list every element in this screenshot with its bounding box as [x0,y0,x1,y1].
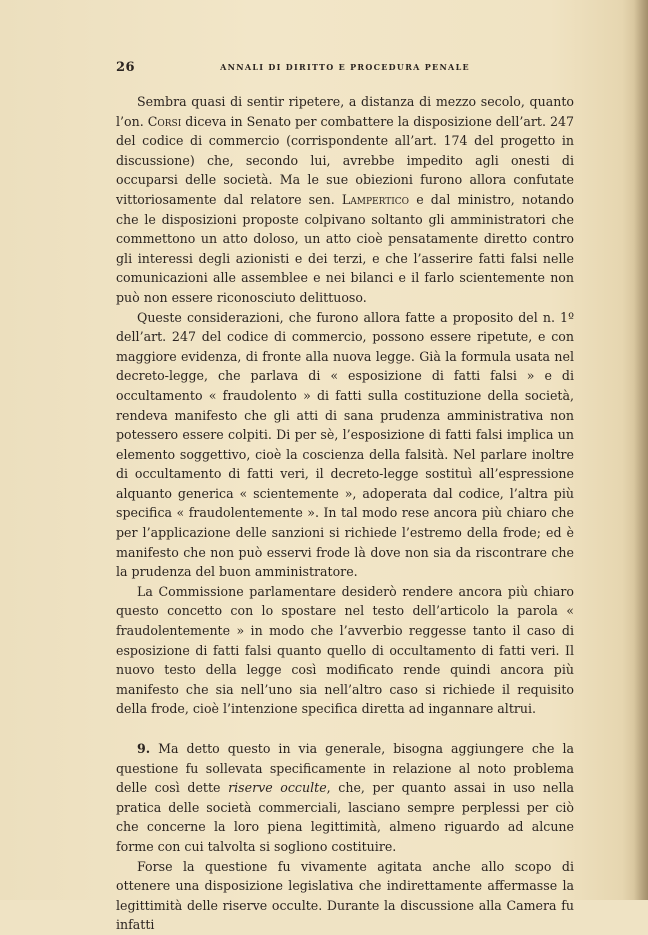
section-number: 9. [137,741,151,756]
person-name: Corsi [147,113,182,129]
section-paragraph: 9. Ma detto questo in via generale, bisogna aggiungere che la questione fu sollevata specificamente in relazione al noto problema delle così dette riserve occulte, che, per quanto assai in uso nella pratica delle società commerciali, lasciano sempre perplessi per ciò che concerne la loro piena legittimità, almeno riguardo ad alcune forme con cui talvolta si sogliono costituire. [116,741,575,854]
body-text [116,92,574,935]
paragraph: Queste considerazioni, che furono allora fatte a proposito del n. 1º dell’art. 247 del codice di commercio, possono essere ripetute, e con maggiore evidenza, di fronte alla nuova legge. Già la formula usata nel decreto-legge, che parlava di « esposizione di fatti falsi » e di occultamento « fraudolento » di fatti sulla costituzione della società, rendeva manifesto che gli atti di sana prudenza amministrativa non potessero essere colpiti. Di per sè, l’esposizione di fatti falsi implica un elemento soggettivo, cioè la coscienza della falsità. Nel parlare inoltre di occultamento di fatti veri, il decreto-legge sostituì all’espressione alquanto generica « scientemente », adoperata dal codice, l’altra più specifica « fraudolentemente ». In tal modo rese ancora più chiaro che per l’applicazione delle sanzioni si richiede l’estremo della frode; ed è manifesto che non può esservi frode là dove non sia da riscontrare che la prudenza del buon amministratore. [116,309,574,580]
running-header [116,60,574,78]
paragraph: La Commissione parlamentare desiderò rendere ancora più chiaro questo concetto con lo spostare nel testo dell’articolo la parola « fraudolentemente » in modo che l’avverbio reggesse tanto il caso di esposizione di fatti falsi quanto quello di occultamento di fatti veri. Il nuovo testo della legge così modificato rende quindi ancora più manifesto che sia nell’uno sia nell’altro caso si richiede il requisito della frode, cioè l’intenzione specifica diretta ad ingannare altrui. [116,583,574,717]
person-name: Lampertico [341,191,410,207]
paragraph: Forse la questione fu vivamente agitata anche allo scopo di ottenere una disposizione legislativa che indirettamente affermasse la legittimità delle riserve occulte. Durante la discussione alla Camera fu infatti [116,858,574,933]
emphasized-term: riserve occulte [228,780,327,796]
paragraph: Sembra quasi di sentir ripetere, a distanza di mezzo secolo, quanto l’on. Corsi diceva in Senato per combattere la disposizione dell’art. 247 del codice di commercio (corrispondente all’art. 174 del progetto in discussione) che, secondo lui, avrebbe impedito agli onesti di occuparsi delle società. Ma le sue obiezioni furono allora confutate vittoriosamente dal relatore sen. Lampertico e dal ministro, notando che le disposizioni proposte colpivano soltanto gli amministratori che commettono un atto doloso, un atto cioè pensatamente diretto contro gli interessi degli azionisti e dei terzi, e che l’asserire fatti falsi nelle comunicazioni alle assemblee e nei bilanci e il farlo scientemente non può non essere riconosciuto delittuoso. [116,94,575,305]
journal-title: ANNALI DI DIRITTO E PROCEDURA PENALE [220,62,470,72]
page-number: 26 [116,60,136,75]
page-edge-shadow [634,0,648,900]
